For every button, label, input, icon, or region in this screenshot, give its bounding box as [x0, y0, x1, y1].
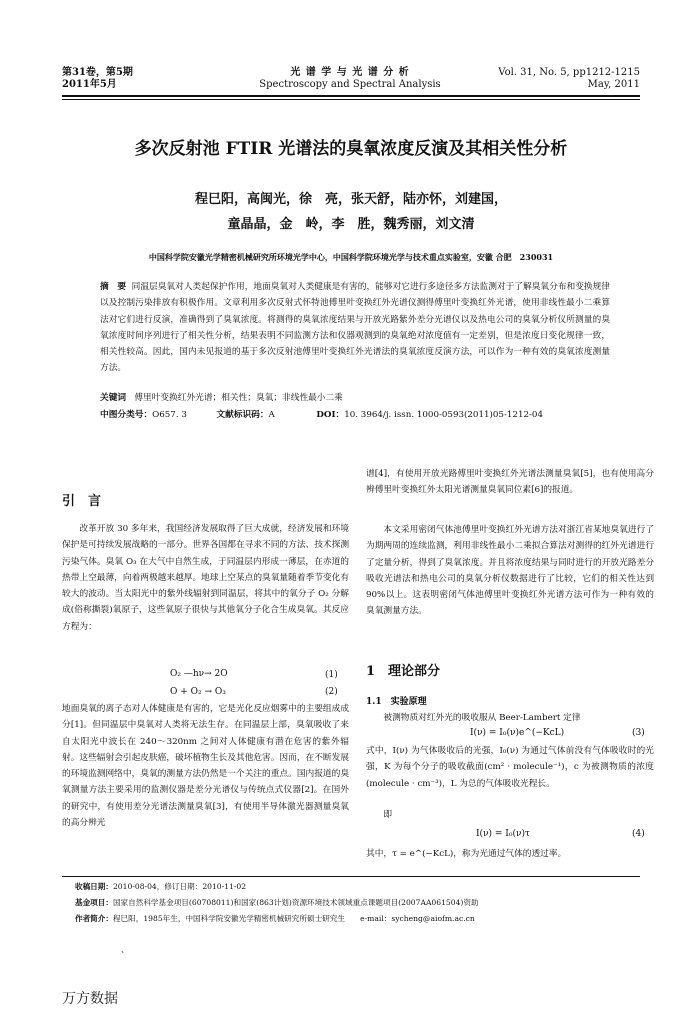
- footnote-author: [75, 912, 653, 926]
- abstract-text: 同温层臭氧对人类起保护作用，地面臭氧对人类健康是有害的，能够对它进行多途径多方法监测对于了解臭氧分布和变换规律以及控制污染排放有积极作用。文章利用多次反射式怀特池傅里叶变换红外光谱仪测得傅里叶变换红外光谱，使用非线性最小二乘算法对它们进行反演，准确得到了臭氧浓度。将测得的臭氧浓度结果与开放光路紫外差分光谱仪以及热电公司的臭氧分析仪所测量的臭氧浓度时间序列进行了相关性分析，结果表明不同监测方法和仪器观测到的臭氧绝对浓度值有一定差别，但是浓度日变化规律一致，相关性较高。因此，国内未见报道的基于多次反射池傅里叶变换红外光谱法的臭氧浓度反演方法，可以作为一种有效的臭氧浓度测量方法。: [100, 282, 610, 374]
- keywords: [100, 391, 610, 405]
- header-rule-thick: [62, 95, 640, 97]
- publication-date: 2011年5月: [62, 79, 117, 90]
- fund-text: 国家自然科学基金项目(60708011)和国家(863计划)资源环境技术领域重点课题项目(2007AA061504)资助: [112, 898, 479, 907]
- received-label: 收稿日期：: [75, 882, 113, 891]
- doc-code-label: 文献标识码：: [216, 410, 269, 420]
- keywords-label: 关键词: [100, 393, 127, 403]
- journal-name-cn: 光 谱 学 与 光 谱 分 析: [290, 67, 410, 78]
- received-dates: 2010-08-04，修订日期：2010-11-02: [112, 882, 247, 891]
- clc-value: O657. 3: [152, 410, 187, 420]
- intro-right-paragraph-1: 谱[4]，有使用开放光路傅里叶变换红外光谱法测量臭氧[5]，也有使用高分辨傅里叶变换红外太阳光谱测量臭氧同位素[6]的报道。: [366, 469, 654, 496]
- authors-line-2: 童晶晶，金 岭，李 胜，魏秀丽，刘文清: [227, 217, 475, 232]
- theory-paragraph-3: 即: [383, 810, 393, 820]
- header-rule-thin: [62, 99, 640, 100]
- paper-title: 多次反射池 FTIR 光谱法的臭氧浓度反演及其相关性分析: [134, 139, 568, 159]
- equation-2-number: (2): [325, 687, 338, 697]
- intro-right-paragraph-2: 本文采用密闭气体池傅里叶变换红外光谱方法对浙江省某地臭氧进行了为期两周的连续监测，利用非线性最小二乘拟合算法对测得的红外光谱进行了定量分析，得到了臭氧浓度。并且将浓度结果与同时进行的开放光路差分吸收光谱法和热电公司的臭氧分析仪数据进行了比较，它们的相关性达到 90%以上。这表明密闭气体池傅里叶变换红外光谱方法可作为一种有效的臭氧测量方法。: [366, 525, 654, 617]
- keywords-text: 傅里叶变换红外光谱；相关性；臭氧；非线性最小二乘: [134, 393, 343, 403]
- footnote-rule: [62, 876, 640, 877]
- equation-3-number: (3): [632, 728, 645, 738]
- abstract: [100, 279, 610, 377]
- equation-4: I(ν) = I₀(ν)τ: [476, 829, 530, 839]
- citation-pages: Vol. 31, No. 5, pp1212-1215: [498, 67, 640, 78]
- author-bio-text: 程巳阳，1985年生，中国科学院安徽光学精密机械研究所硕士研究生 e-mail：sycheng@aiofm.ac.cn: [112, 914, 475, 923]
- watermark: 万方数据: [62, 991, 118, 1007]
- classification: [100, 408, 610, 422]
- equation-3: I(ν) = I₀(ν)e^(−KcL): [470, 728, 565, 738]
- volume-issue: 第31卷，第5期: [62, 67, 133, 78]
- intro-paragraph-2: 地面臭氧的离子态对人体健康是有害的，它是光化反应烟雾中的主要组成成分[1]。但同温层中臭氧对人类将无法生存。在同温层上部，臭氧吸收了来自太阳光中波长在 240～320nm 之间对人体健康有潜在危害的紫外辐射。这些辐射会引起皮肤癌，破坏植物生长及其他危害。因而，在不断发展的环境监测网络中，臭氧的测量方法仍然是一个关注的重点。国内报道的臭氧测量方法主要采用的监测仪器是差分光谱仪与传统点式仪器[2]。在国外的研究中，有使用差分光谱法测量臭氧[3]，有使用半导体激光器测量臭氧的高分辨光: [62, 704, 349, 829]
- authors-line-1: 程巳阳，高闽光，徐 亮，张天舒，陆亦怀，刘建国，: [194, 192, 507, 207]
- citation-date: May, 2011: [587, 79, 640, 90]
- doc-code-value: A: [268, 410, 275, 420]
- intro-paragraph-1: 改革开放 30 多年来，我国经济发展取得了巨大成就，经济发展和环境保护是可持续发展战略的一部分。世界各国都在寻求不同的方法、技术探测污染气体。臭氧 O₃ 在大气中自然生成，于同温层内形成一薄层，在赤道的热带上空最薄，向着两极越来越厚。地球上空某点的臭氧量随着季节变化有较大的波动。当太阳光中的紫外线辐射到同温层，将其中的氧分子 O₂ 分解成(俗称撕裂)氧原子，这些氧原子很快与其他氧分子化合生成臭氧。其反应方程为：: [62, 524, 349, 632]
- author-bio-label: 作者简介：: [75, 914, 113, 923]
- affiliation: 中国科学院安徽光学精密机械研究所环境光学中心，中国科学院环境光学与技术重点实验室，安徽 合肥 230031: [148, 252, 554, 262]
- journal-volume: [62, 67, 133, 91]
- clc-label: 中图分类号：: [100, 410, 153, 420]
- theory-paragraph-1: 被测物质对红外光的吸收服从 Beer-Lambert 定律: [383, 713, 581, 723]
- intro-heading: 引 言: [62, 494, 102, 509]
- journal-citation: [440, 67, 640, 91]
- doi-label: DOI：: [316, 410, 345, 420]
- footnote-fund: [75, 896, 653, 910]
- doi-value: 10. 3964/j. issn. 1000-0593(2011)05-1212-04: [344, 410, 543, 420]
- equation-2: O + O₂ → O₃: [170, 687, 226, 697]
- theory-paragraph-2: 式中，I(ν) 为气体吸收后的光强，I₀(ν) 为通过气体前没有气体吸收时的光强，K 为每个分子的吸收截面(cm² · molecule⁻¹)，c 为被测物质的浓度(molecule · cm⁻³)，L 为总的气体吸收光程长。: [366, 746, 654, 789]
- journal-name-en: Spectroscopy and Spectral Analysis: [259, 79, 441, 90]
- equation-1-number: (1): [325, 670, 338, 680]
- abstract-label: 摘 要: [100, 282, 127, 292]
- subsection-1-1-heading: 1.1 实验原理: [366, 697, 427, 707]
- fund-label: 基金项目：: [75, 898, 113, 907]
- section-1-heading: 1 理论部分: [366, 664, 441, 679]
- stray-mark: 、: [121, 945, 129, 954]
- theory-paragraph-4: 其中，τ = e^(−KcL)，称为光通过气体的透过率。: [366, 849, 567, 859]
- journal-name: [230, 67, 470, 91]
- equation-1: O₂ —hν→ 2O: [170, 669, 228, 679]
- equation-4-number: (4): [632, 829, 645, 839]
- footnote-received: [75, 880, 653, 894]
